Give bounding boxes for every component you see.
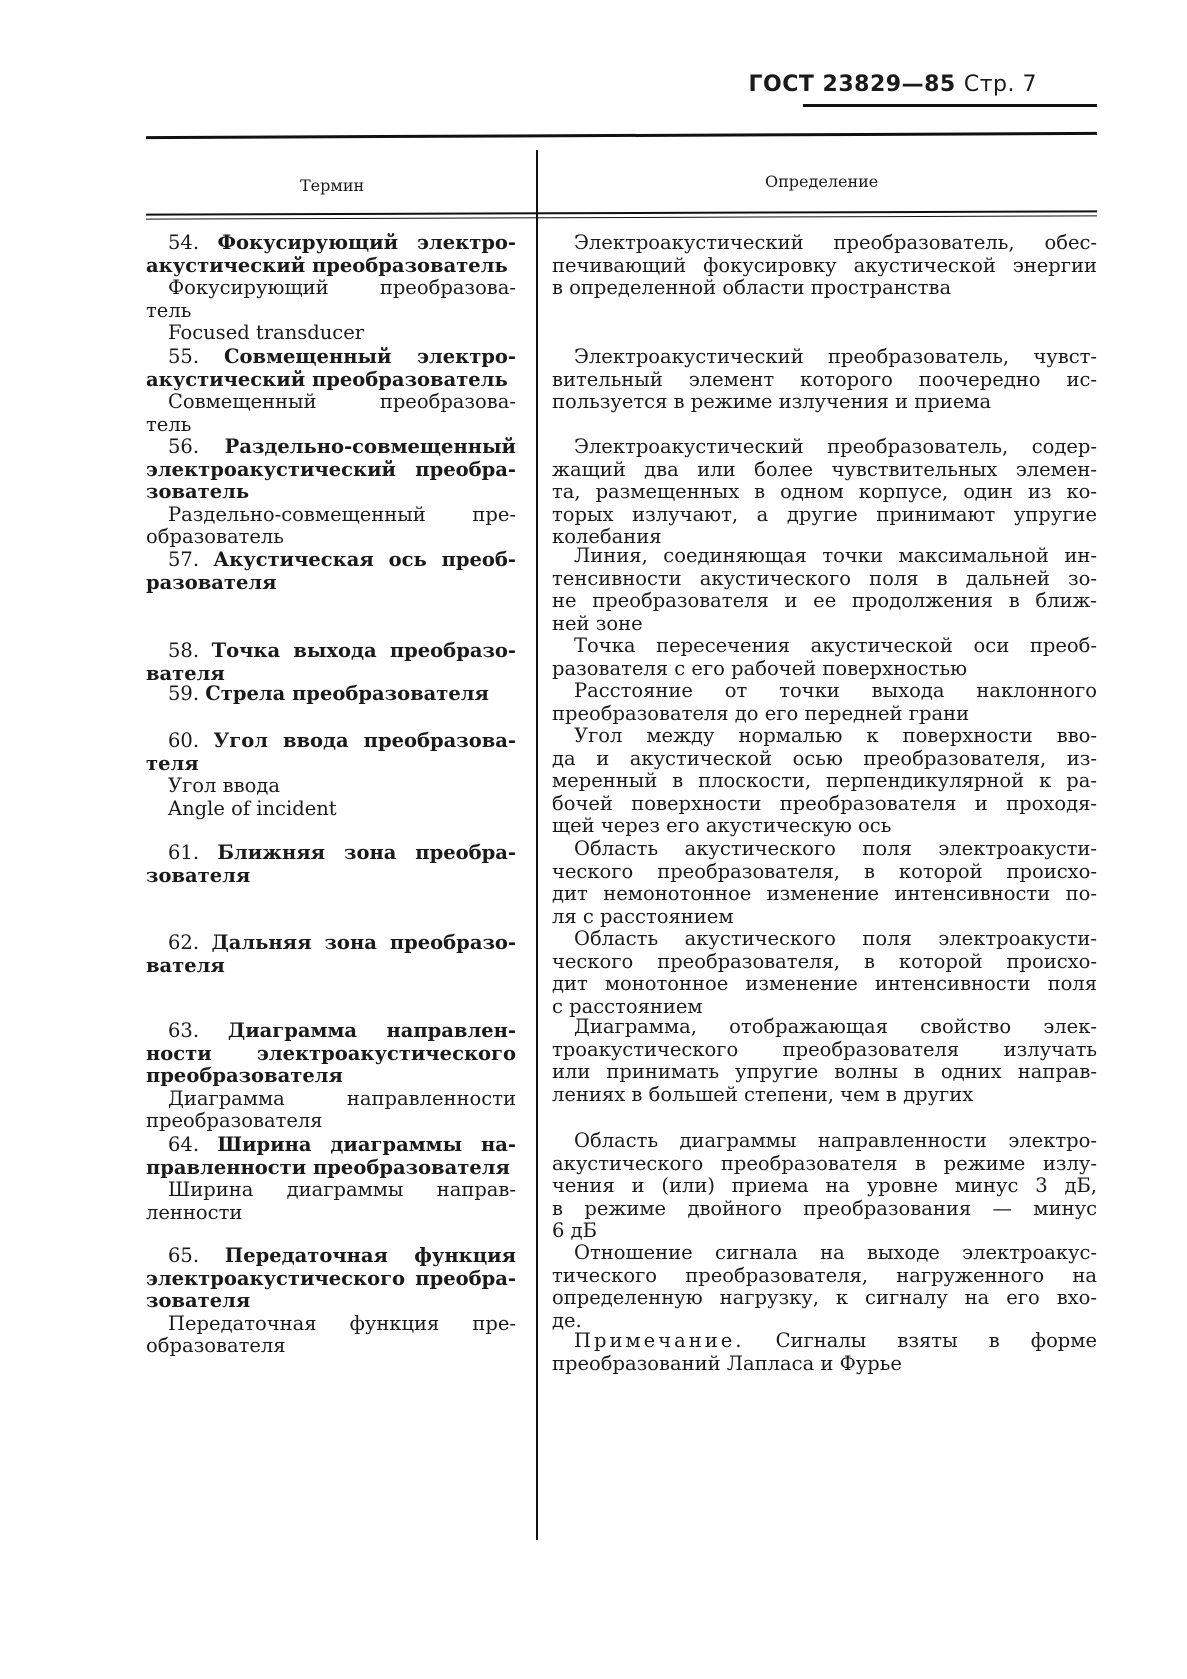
term-line: вателя	[146, 953, 225, 977]
definition-line: та, размещенных в одном корпусе, один из ко-	[552, 480, 1097, 504]
term-line: тель	[146, 298, 192, 322]
term-line	[146, 549, 516, 572]
term-line	[146, 1134, 516, 1157]
term-title: Раздельно-совмещенный	[224, 435, 516, 458]
definition-line: чения и (или) приема на уровне минус 3 дБ,	[552, 1174, 1097, 1198]
definition-line: Электроакустический преобразователь, обес-	[574, 231, 1097, 254]
term-line: вателя	[146, 661, 225, 685]
definition-line: лениях в большей степени, чем в других	[552, 1082, 974, 1106]
definition-line: в режиме двойного преобразования — минус	[552, 1196, 1097, 1220]
definition-line: Область акустического поля электроакусти-	[574, 837, 1097, 860]
term-title: Угол ввода преобразова-	[213, 729, 516, 752]
definition-line: тенсивности акустического поля в дальней зо-	[552, 566, 1097, 590]
definition-line: дит немонотонное изменение интенсивности по-	[552, 882, 1097, 906]
definition-cell	[552, 1242, 1097, 1332]
term-cell	[146, 346, 516, 436]
definition-line: жащий два или более чувствительных элемен-	[552, 457, 1097, 481]
term-line: Совмещенный преобразова-	[168, 390, 516, 414]
note-label: Примечание.	[574, 1329, 745, 1352]
term-number: 62.	[168, 931, 200, 954]
definition-cell	[552, 838, 1097, 928]
term-line: акустический преобразователь	[146, 367, 508, 391]
term-line: зователя	[146, 1289, 251, 1313]
definition-line: ля с расстоянием	[552, 904, 734, 928]
definition-line: да и акустической осью преобразователя, из-	[552, 746, 1097, 770]
term-line: Фокусирующий преобразова-	[168, 276, 516, 300]
term-line	[146, 683, 516, 706]
term-title: Ширина диаграммы на-	[217, 1133, 517, 1156]
term-line: Диаграмма направленности	[168, 1086, 516, 1110]
term-number: 60.	[168, 729, 200, 752]
term-line	[146, 232, 516, 255]
definition-line: тического преобразователя, нагруженного на	[552, 1263, 1097, 1287]
definition-cell	[552, 725, 1097, 838]
definition-line: 6 дБ	[552, 1219, 597, 1243]
definition-line: не преобразователя и ее продолжения в ближ-	[552, 589, 1097, 613]
page-number: Стр. 7	[963, 72, 1037, 97]
definition-line: Точка пересечения акустической оси преоб-	[574, 634, 1097, 657]
term-title: Ближняя зона преобра-	[217, 841, 516, 864]
definition-cell	[552, 680, 1097, 725]
definition-line: Расстояние от точки выхода наклонного	[574, 679, 1097, 702]
definition-line: колебания	[552, 525, 662, 549]
definition-line: Линия, соединяющая точки максимальной ин-	[574, 544, 1097, 567]
definition-line: дит монотонное изменение интенсивности поля	[552, 972, 1097, 996]
term-line: Раздельно-совмещенный пре-	[168, 502, 516, 526]
term-number: 58.	[168, 639, 200, 662]
term-number: 59.	[168, 682, 200, 705]
term-line: Angle of incident	[168, 796, 337, 820]
term-cell	[146, 436, 516, 549]
definition-line: преобразователя до его передней грани	[552, 701, 970, 725]
term-number: 63.	[168, 1019, 200, 1042]
term-line	[146, 932, 516, 955]
term-title: Точка выхода преобразо-	[211, 639, 517, 662]
term-title: Акустическая ось преоб-	[213, 548, 517, 571]
definition-cell	[552, 436, 1097, 549]
term-title: Передаточная функция	[224, 1244, 516, 1267]
term-title: Диаграмма направлен-	[227, 1019, 517, 1042]
term-line: преобразователя	[146, 1109, 323, 1133]
definition-cell	[552, 346, 1097, 414]
term-cell	[146, 1020, 516, 1133]
definition-cell	[552, 635, 1097, 680]
term-line: правленности преобразователя	[146, 1155, 510, 1179]
term-cell	[146, 549, 516, 594]
definition-line: щей через его акустическую ось	[552, 814, 892, 838]
definition-line: ней зоне	[552, 611, 643, 635]
term-line	[146, 842, 516, 865]
document-number: ГОСТ 23829—85	[748, 72, 956, 97]
term-cell	[146, 640, 516, 685]
term-number: 57.	[168, 548, 200, 571]
term-cell	[146, 683, 516, 706]
term-number: 64.	[168, 1133, 200, 1156]
column-header-definition: Определение	[765, 172, 879, 191]
term-cell	[146, 730, 516, 820]
column-header-term: Термин	[300, 176, 365, 195]
term-title: Фокусирующий электро-	[217, 231, 517, 254]
definition-line: Электроакустический преобразователь, чувст-	[574, 345, 1097, 368]
note-line	[552, 1330, 1097, 1353]
note-line: преобразований Лапласа и Фурье	[552, 1351, 902, 1375]
definition-cell	[552, 1016, 1097, 1106]
table-top-rule	[146, 132, 1097, 139]
term-number: 54.	[168, 231, 200, 254]
term-cell	[146, 842, 516, 887]
term-title: Стрела преобразователя	[205, 682, 489, 705]
term-line: электроакустического преобра-	[146, 1266, 516, 1290]
note-text: Сигналы взяты в форме	[775, 1329, 1097, 1352]
term-number: 65.	[168, 1244, 200, 1267]
definition-line: пользуется в режиме излучения и приема	[552, 390, 992, 414]
term-line	[146, 346, 516, 369]
definition-cell	[552, 545, 1097, 635]
term-line	[146, 1020, 516, 1043]
definition-line: или принимать упругие волны в одних направ-	[552, 1060, 1097, 1084]
term-line: акустический преобразователь	[146, 253, 508, 277]
definition-line: Область акустического поля электроакусти-	[574, 927, 1097, 950]
definition-line: Диаграмма, отображающая свойство элек-	[574, 1015, 1097, 1038]
definition-line: де.	[552, 1308, 582, 1332]
definition-line: бочей поверхности преобразователя и проходя-	[552, 791, 1097, 815]
term-line	[146, 436, 516, 459]
note	[552, 1330, 1097, 1375]
definition-line: Отношение сигнала на выходе электроакус-	[574, 1241, 1097, 1264]
definition-cell	[552, 1130, 1097, 1243]
definition-line: ческого преобразователя, в которой происхо-	[552, 859, 1097, 883]
definition-line: вительный элемент которого поочередно ис-	[552, 367, 1097, 391]
term-line: тель	[146, 412, 192, 436]
term-line: зователь	[146, 480, 250, 504]
term-title: Дальняя зона преобразо-	[211, 931, 516, 954]
definition-cell	[552, 232, 1097, 300]
term-line: теля	[146, 751, 199, 775]
definition-cell	[552, 928, 1097, 1018]
term-line: образователь	[146, 525, 284, 549]
definition-line: разователя с его рабочей поверхностью	[552, 656, 968, 680]
term-line: Ширина диаграммы направ-	[168, 1178, 516, 1202]
term-line: ленности	[146, 1200, 243, 1224]
term-line	[146, 1245, 516, 1268]
column-divider	[536, 150, 538, 1540]
header-bottom-rule-2	[146, 215, 1097, 219]
term-line: образователя	[146, 1334, 286, 1358]
term-line: Focused transducer	[168, 321, 365, 345]
term-line: Передаточная функция пре-	[168, 1311, 516, 1335]
definition-line: ческого преобразователя, в которой происхо-	[552, 949, 1097, 973]
page-header	[749, 72, 1037, 97]
definition-line: с расстоянием	[552, 994, 703, 1018]
term-number: 55.	[168, 345, 200, 368]
definition-line: акустического преобразователя в режиме излу-	[552, 1151, 1097, 1175]
term-line: преобразователя	[146, 1064, 343, 1088]
term-line: ности электроакустического	[146, 1041, 516, 1065]
term-cell	[146, 932, 516, 977]
definition-line: Электроакустический преобразователь, содер-	[574, 435, 1097, 458]
term-cell	[146, 232, 516, 345]
term-line: зователя	[146, 863, 251, 887]
term-line: разователя	[146, 570, 277, 594]
definition-line: печивающий фокусировку акустической энергии	[552, 253, 1097, 277]
term-cell	[146, 1245, 516, 1358]
term-cell	[146, 1134, 516, 1224]
term-line: Угол ввода	[168, 774, 280, 798]
term-line: электроакустический преобра-	[146, 457, 516, 481]
definition-line: Угол между нормалью к поверхности вво-	[574, 724, 1097, 747]
definition-line: определенную нагрузку, к сигналу на его вхо-	[552, 1286, 1097, 1310]
term-title: Совмещенный электро-	[224, 345, 517, 368]
header-rule	[803, 104, 1097, 107]
definition-line: троакустического преобразователя излучать	[552, 1037, 1097, 1061]
term-number: 61.	[168, 841, 200, 864]
definition-line: торых излучают, а другие принимают упругие	[552, 502, 1097, 526]
definition-line: Область диаграммы направленности электро-	[574, 1129, 1097, 1152]
term-number: 56.	[168, 435, 200, 458]
term-line	[146, 640, 516, 663]
definition-line: в определенной области пространства	[552, 276, 952, 300]
definition-line: меренный в плоскости, перпендикулярной к ра-	[552, 769, 1097, 793]
term-line	[146, 730, 516, 753]
